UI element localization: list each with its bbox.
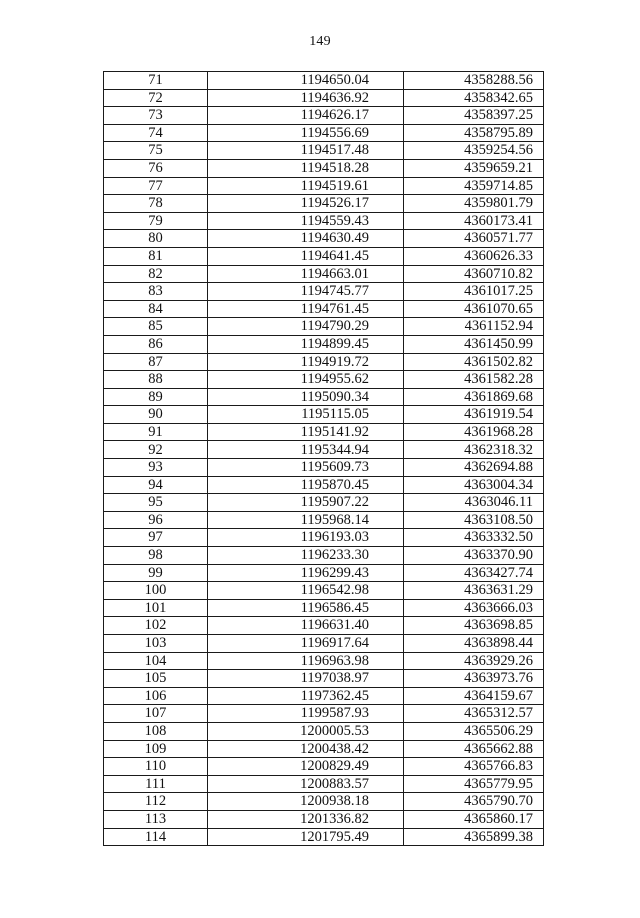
x-coordinate-cell: 1196917.64 <box>208 635 404 653</box>
y-coordinate-cell: 4360571.77 <box>404 230 544 248</box>
point-number-cell: 91 <box>104 423 208 441</box>
table-row <box>104 564 544 582</box>
y-coordinate-cell: 4360626.33 <box>404 247 544 265</box>
point-number-cell: 94 <box>104 476 208 494</box>
table-row <box>104 107 544 125</box>
point-number-cell: 92 <box>104 441 208 459</box>
table-row <box>104 459 544 477</box>
point-number-cell: 78 <box>104 195 208 213</box>
table-row <box>104 529 544 547</box>
y-coordinate-cell: 4363004.34 <box>404 476 544 494</box>
x-coordinate-cell: 1194790.29 <box>208 318 404 336</box>
point-number-cell: 83 <box>104 283 208 301</box>
x-coordinate-cell: 1195609.73 <box>208 459 404 477</box>
table-row <box>104 212 544 230</box>
point-number-cell: 102 <box>104 617 208 635</box>
x-coordinate-cell: 1194526.17 <box>208 195 404 213</box>
point-number-cell: 81 <box>104 247 208 265</box>
y-coordinate-cell: 4358342.65 <box>404 89 544 107</box>
y-coordinate-cell: 4361017.25 <box>404 283 544 301</box>
table-row <box>104 177 544 195</box>
point-number-cell: 99 <box>104 564 208 582</box>
table-row <box>104 318 544 336</box>
y-coordinate-cell: 4361968.28 <box>404 423 544 441</box>
y-coordinate-cell: 4363427.74 <box>404 564 544 582</box>
table-row <box>104 670 544 688</box>
x-coordinate-cell: 1196631.40 <box>208 617 404 635</box>
y-coordinate-cell: 4360173.41 <box>404 212 544 230</box>
y-coordinate-cell: 4359659.21 <box>404 159 544 177</box>
coordinates-table <box>103 71 544 846</box>
x-coordinate-cell: 1196963.98 <box>208 652 404 670</box>
table-row <box>104 652 544 670</box>
table-row <box>104 722 544 740</box>
point-number-cell: 103 <box>104 635 208 653</box>
x-coordinate-cell: 1194745.77 <box>208 283 404 301</box>
y-coordinate-cell: 4363898.44 <box>404 635 544 653</box>
table-row <box>104 89 544 107</box>
x-coordinate-cell: 1195870.45 <box>208 476 404 494</box>
y-coordinate-cell: 4363370.90 <box>404 547 544 565</box>
point-number-cell: 114 <box>104 828 208 846</box>
point-number-cell: 86 <box>104 335 208 353</box>
point-number-cell: 98 <box>104 547 208 565</box>
x-coordinate-cell: 1195141.92 <box>208 423 404 441</box>
y-coordinate-cell: 4361070.65 <box>404 300 544 318</box>
table-row <box>104 72 544 90</box>
table-row <box>104 758 544 776</box>
point-number-cell: 93 <box>104 459 208 477</box>
table-row <box>104 423 544 441</box>
point-number-cell: 112 <box>104 793 208 811</box>
point-number-cell: 109 <box>104 740 208 758</box>
x-coordinate-cell: 1194641.45 <box>208 247 404 265</box>
x-coordinate-cell: 1195907.22 <box>208 494 404 512</box>
x-coordinate-cell: 1194626.17 <box>208 107 404 125</box>
table-row <box>104 159 544 177</box>
x-coordinate-cell: 1200829.49 <box>208 758 404 776</box>
point-number-cell: 95 <box>104 494 208 512</box>
table-row <box>104 335 544 353</box>
y-coordinate-cell: 4365790.70 <box>404 793 544 811</box>
table-row <box>104 371 544 389</box>
point-number-cell: 88 <box>104 371 208 389</box>
point-number-cell: 105 <box>104 670 208 688</box>
point-number-cell: 84 <box>104 300 208 318</box>
table-row <box>104 775 544 793</box>
y-coordinate-cell: 4361152.94 <box>404 318 544 336</box>
y-coordinate-cell: 4363332.50 <box>404 529 544 547</box>
table-row <box>104 476 544 494</box>
table-row <box>104 617 544 635</box>
table-row <box>104 247 544 265</box>
x-coordinate-cell: 1194630.49 <box>208 230 404 248</box>
table-row <box>104 142 544 160</box>
table-row <box>104 230 544 248</box>
y-coordinate-cell: 4358795.89 <box>404 124 544 142</box>
x-coordinate-cell: 1195090.34 <box>208 388 404 406</box>
point-number-cell: 107 <box>104 705 208 723</box>
y-coordinate-cell: 4359714.85 <box>404 177 544 195</box>
point-number-cell: 85 <box>104 318 208 336</box>
x-coordinate-cell: 1194559.43 <box>208 212 404 230</box>
table-row <box>104 441 544 459</box>
x-coordinate-cell: 1200938.18 <box>208 793 404 811</box>
table-row <box>104 195 544 213</box>
x-coordinate-cell: 1194955.62 <box>208 371 404 389</box>
table-row <box>104 740 544 758</box>
table-row <box>104 511 544 529</box>
point-number-cell: 111 <box>104 775 208 793</box>
x-coordinate-cell: 1199587.93 <box>208 705 404 723</box>
point-number-cell: 90 <box>104 406 208 424</box>
table-row <box>104 582 544 600</box>
x-coordinate-cell: 1196542.98 <box>208 582 404 600</box>
table-row <box>104 353 544 371</box>
coordinates-table-body <box>104 72 544 846</box>
table-row <box>104 124 544 142</box>
x-coordinate-cell: 1201336.82 <box>208 810 404 828</box>
y-coordinate-cell: 4365662.88 <box>404 740 544 758</box>
table-row <box>104 283 544 301</box>
point-number-cell: 101 <box>104 599 208 617</box>
y-coordinate-cell: 4359254.56 <box>404 142 544 160</box>
y-coordinate-cell: 4365506.29 <box>404 722 544 740</box>
point-number-cell: 110 <box>104 758 208 776</box>
y-coordinate-cell: 4363108.50 <box>404 511 544 529</box>
point-number-cell: 96 <box>104 511 208 529</box>
point-number-cell: 76 <box>104 159 208 177</box>
y-coordinate-cell: 4364159.67 <box>404 687 544 705</box>
y-coordinate-cell: 4365312.57 <box>404 705 544 723</box>
x-coordinate-cell: 1200438.42 <box>208 740 404 758</box>
y-coordinate-cell: 4365779.95 <box>404 775 544 793</box>
y-coordinate-cell: 4361450.99 <box>404 335 544 353</box>
point-number-cell: 87 <box>104 353 208 371</box>
y-coordinate-cell: 4361919.54 <box>404 406 544 424</box>
x-coordinate-cell: 1194519.61 <box>208 177 404 195</box>
table-row <box>104 406 544 424</box>
table-row <box>104 635 544 653</box>
x-coordinate-cell: 1200005.53 <box>208 722 404 740</box>
x-coordinate-cell: 1194650.04 <box>208 72 404 90</box>
y-coordinate-cell: 4363973.76 <box>404 670 544 688</box>
y-coordinate-cell: 4358397.25 <box>404 107 544 125</box>
y-coordinate-cell: 4360710.82 <box>404 265 544 283</box>
table-row <box>104 687 544 705</box>
x-coordinate-cell: 1194517.48 <box>208 142 404 160</box>
x-coordinate-cell: 1194636.92 <box>208 89 404 107</box>
point-number-cell: 75 <box>104 142 208 160</box>
point-number-cell: 108 <box>104 722 208 740</box>
x-coordinate-cell: 1194761.45 <box>208 300 404 318</box>
x-coordinate-cell: 1201795.49 <box>208 828 404 846</box>
point-number-cell: 73 <box>104 107 208 125</box>
x-coordinate-cell: 1194518.28 <box>208 159 404 177</box>
x-coordinate-cell: 1195115.05 <box>208 406 404 424</box>
table-row <box>104 793 544 811</box>
y-coordinate-cell: 4363046.11 <box>404 494 544 512</box>
point-number-cell: 100 <box>104 582 208 600</box>
x-coordinate-cell: 1196586.45 <box>208 599 404 617</box>
y-coordinate-cell: 4365766.83 <box>404 758 544 776</box>
x-coordinate-cell: 1194899.45 <box>208 335 404 353</box>
table-row <box>104 705 544 723</box>
x-coordinate-cell: 1196299.43 <box>208 564 404 582</box>
x-coordinate-cell: 1196193.03 <box>208 529 404 547</box>
y-coordinate-cell: 4365899.38 <box>404 828 544 846</box>
table-row <box>104 810 544 828</box>
table-row <box>104 265 544 283</box>
point-number-cell: 77 <box>104 177 208 195</box>
y-coordinate-cell: 4363929.26 <box>404 652 544 670</box>
x-coordinate-cell: 1194919.72 <box>208 353 404 371</box>
point-number-cell: 74 <box>104 124 208 142</box>
x-coordinate-cell: 1196233.30 <box>208 547 404 565</box>
x-coordinate-cell: 1194556.69 <box>208 124 404 142</box>
point-number-cell: 72 <box>104 89 208 107</box>
y-coordinate-cell: 4365860.17 <box>404 810 544 828</box>
table-row <box>104 494 544 512</box>
point-number-cell: 104 <box>104 652 208 670</box>
point-number-cell: 97 <box>104 529 208 547</box>
table-row <box>104 388 544 406</box>
x-coordinate-cell: 1194663.01 <box>208 265 404 283</box>
y-coordinate-cell: 4362318.32 <box>404 441 544 459</box>
x-coordinate-cell: 1195344.94 <box>208 441 404 459</box>
y-coordinate-cell: 4362694.88 <box>404 459 544 477</box>
table-row <box>104 599 544 617</box>
x-coordinate-cell: 1200883.57 <box>208 775 404 793</box>
point-number-cell: 106 <box>104 687 208 705</box>
point-number-cell: 82 <box>104 265 208 283</box>
point-number-cell: 89 <box>104 388 208 406</box>
x-coordinate-cell: 1197038.97 <box>208 670 404 688</box>
y-coordinate-cell: 4363666.03 <box>404 599 544 617</box>
x-coordinate-cell: 1195968.14 <box>208 511 404 529</box>
table-row <box>104 547 544 565</box>
y-coordinate-cell: 4358288.56 <box>404 72 544 90</box>
y-coordinate-cell: 4361869.68 <box>404 388 544 406</box>
y-coordinate-cell: 4359801.79 <box>404 195 544 213</box>
x-coordinate-cell: 1197362.45 <box>208 687 404 705</box>
point-number-cell: 113 <box>104 810 208 828</box>
y-coordinate-cell: 4361502.82 <box>404 353 544 371</box>
y-coordinate-cell: 4361582.28 <box>404 371 544 389</box>
table-row <box>104 300 544 318</box>
table-row <box>104 828 544 846</box>
y-coordinate-cell: 4363631.29 <box>404 582 544 600</box>
page-number: 149 <box>309 34 331 49</box>
y-coordinate-cell: 4363698.85 <box>404 617 544 635</box>
point-number-cell: 71 <box>104 72 208 90</box>
point-number-cell: 79 <box>104 212 208 230</box>
point-number-cell: 80 <box>104 230 208 248</box>
